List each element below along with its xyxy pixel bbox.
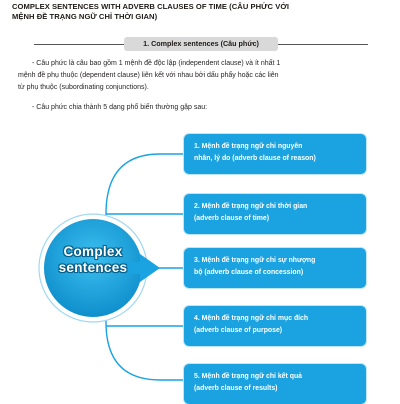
center-label bbox=[45, 244, 141, 276]
type-box-reason-line-1: 1. Mệnh đề trạng ngữ chỉ nguyên bbox=[194, 143, 303, 150]
type-box-time bbox=[184, 194, 366, 234]
type-box-concession bbox=[184, 248, 366, 288]
section-label: 1. Complex sentences (Câu phức) bbox=[124, 37, 278, 51]
type-box-concession-line-2: bộ (adverb clause of concession) bbox=[194, 269, 304, 276]
type-box-concession-line-1: 3. Mệnh đề trạng ngữ chỉ sự nhượng bbox=[194, 257, 316, 264]
type-box-reason bbox=[184, 134, 366, 174]
type-box-purpose-line-2: (adverb clause of purpose) bbox=[194, 327, 283, 334]
center-label-line-2: sentences bbox=[58, 260, 128, 275]
types-intro-line: - Câu phức chia thành 5 dạng phổ biến thường gặp sau: bbox=[32, 104, 208, 111]
type-box-reason-line-2: nhân, lý do (adverb clause of reason) bbox=[194, 155, 316, 162]
definition-line-3: từ phụ thuộc (subordinating conjunctions). bbox=[18, 84, 149, 91]
type-box-results-line-1: 5. Mệnh đề trạng ngữ chỉ kết quả bbox=[194, 373, 302, 380]
type-box-results-line-2: (adverb clause of results) bbox=[194, 385, 278, 392]
type-box-purpose bbox=[184, 306, 366, 346]
title-line-1: COMPLEX SENTENCES WITH ADVERB CLAUSES OF TIME (CÂU PHỨC VỚI bbox=[12, 2, 290, 11]
type-box-time-line-2: (adverb clause of time) bbox=[194, 215, 270, 222]
type-box-results bbox=[184, 364, 366, 404]
title-line-2: MỆNH ĐỀ TRẠNG NGỮ CHỈ THỜI GIAN) bbox=[12, 12, 158, 21]
center-label-line-1: Complex bbox=[63, 244, 123, 259]
type-box-time-line-1: 2. Mệnh đề trạng ngữ chỉ thời gian bbox=[194, 203, 308, 210]
definition-line-1: - Câu phức là câu bao gồm 1 mệnh đề độc lập (independent clause) và ít nhất 1 bbox=[32, 60, 281, 67]
type-box-purpose-line-1: 4. Mệnh đề trạng ngữ chỉ mục đích bbox=[194, 315, 309, 322]
definition-line-2: mệnh đề phụ thuộc (dependent clause) liên kết với nhau bởi dấu phẩy hoặc các liên bbox=[18, 72, 279, 79]
